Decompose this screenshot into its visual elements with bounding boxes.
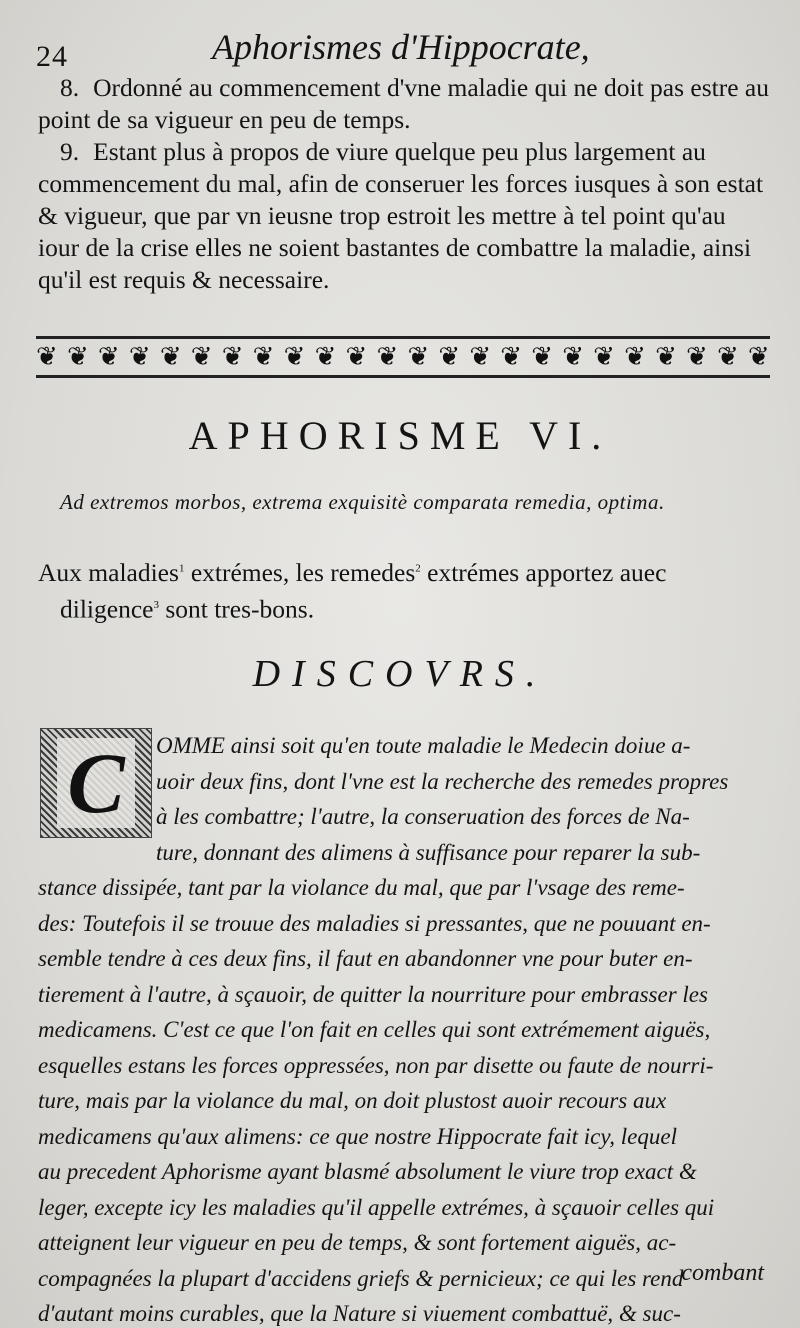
page-number: 24: [36, 40, 68, 73]
fleuron-icon: ❦: [252, 342, 275, 371]
fleuron-icon: ❦: [562, 342, 584, 371]
fleuron-icon: ❦: [128, 342, 151, 371]
discourse-line: d'autant moins curables, que la Nature si viuement combattuë, & suc-: [38, 1301, 681, 1326]
discourse-line: esquelles estans les forces oppressées, non par disette ou faute de nourri-: [38, 1052, 714, 1078]
fleuron-icon: ❦: [624, 342, 646, 371]
discourse-line: compagnées la plupart d'accidens griefs & pernicieux; ce qui les rend: [38, 1265, 684, 1291]
initial-letter: C: [57, 738, 134, 828]
note-marker-3: 3: [153, 598, 159, 611]
fleuron-icon: ❦: [190, 342, 213, 371]
discourse-body: [38, 728, 770, 1328]
catchword: combant: [681, 1260, 764, 1286]
french-line-1: Aux maladies$^1$ extrémes, les remedes$^2$ extrémes apportez auec: [38, 557, 667, 587]
fleuron-icon: ❦: [531, 342, 554, 371]
discourse-line: ture, donnant des alimens à suffisance pour reparer la sub-: [156, 839, 701, 865]
fleuron-icon: ❦: [500, 342, 523, 371]
page-header: [36, 22, 776, 72]
fleuron-icon: ❦: [655, 342, 677, 371]
fleuron-icon: ❦: [314, 342, 337, 371]
fleuron-icon: ❦: [36, 342, 58, 371]
item-text: Estant plus à propos de viure quelque peu plus largement au commencement du mal, afin de conseruer les forces iusques à son estat & vigueur, que par vn ieusne trop estroit les mettre à tel point qu'au iour de la crise elles ne soient bastantes de combattre la maladie, ainsi qu'il est requis & necessaire.: [38, 137, 764, 294]
item-number: 8.: [60, 73, 80, 102]
discourse-line: uoir deux fins, dont l'vne est la recherche des remedes propres: [156, 768, 729, 794]
note-marker-2: 2: [415, 562, 421, 574]
fleuron-icon: ❦: [159, 342, 182, 371]
item-8: [38, 72, 770, 136]
fleuron-icon: ❦: [283, 342, 306, 371]
discourse-line: medicamens. C'est ce que l'on fait en celles qui sont extrémement aiguës,: [38, 1017, 711, 1042]
fleuron-icon: ❦: [438, 342, 461, 371]
discourse-line: atteignent leur vigueur en peu de temps, & sont fortement aiguës, ac-: [38, 1230, 677, 1255]
fleuron-icon: ❦: [593, 342, 615, 371]
fleuron-icon: ❦: [221, 342, 244, 371]
discourse-line: au precedent Aphorisme ayant blasmé absolument le viure trop exact &: [38, 1159, 697, 1184]
fleuron-icon: ❦: [716, 342, 739, 371]
discourse-line: stance dissipée, tant par la violance du mal, que par l'vsage des reme-: [38, 875, 685, 900]
discourse-line: à les combattre; l'autre, la conseruation des forces de Na-: [156, 804, 690, 829]
discourse-line: medicamens qu'aux alimens: ce que nostre Hippocrate fait icy, lequel: [38, 1123, 677, 1149]
fleuron-icon: ❦: [469, 342, 492, 371]
item-9: [38, 136, 770, 296]
fleuron-icon: ❦: [747, 342, 770, 371]
aphorism-title: APHORISME VI.: [188, 413, 612, 458]
discourse-line: semble tendre à ces deux fins, il faut en abandonner vne pour buter en-: [38, 946, 693, 971]
fleuron-icon: ❦: [345, 342, 368, 371]
french-translation: [38, 552, 778, 625]
discourse-line: leger, excepte icy les maladies qu'il appelle extrémes, à sçauoir celles qui: [38, 1194, 715, 1220]
discourse-line: OMME ainsi soit qu'en toute maladie le Medecin doiue a-: [156, 733, 691, 758]
item-number: 9.: [60, 137, 80, 166]
running-title: Aphorismes d'Hippocrate,: [212, 27, 590, 67]
discourse-line: ture, mais par la violance du mal, on doit plustost auoir recours aux: [38, 1088, 667, 1113]
item-text: Ordonné au commencement d'vne maladie qui ne doit pas estre au point de sa vigueur en peu de temps.: [38, 73, 769, 134]
discourse-title: DISCOVRS.: [252, 653, 548, 695]
fleuron-icon: ❦: [686, 342, 708, 371]
fleuron-icon: ❦: [97, 342, 120, 371]
fleuron-icon: ❦: [376, 342, 399, 371]
fleuron-icon: ❦: [66, 342, 89, 371]
note-marker-1: 1: [178, 562, 185, 574]
latin-text: Ad extremos morbos, extrema exquisitè comparata remedia, optima.: [60, 490, 665, 514]
fleuron-icon: ❦: [407, 342, 430, 371]
discourse-line: tierement à l'autre, à sçauoir, de quitter la nourriture pour embrasser les: [38, 981, 708, 1007]
discourse-line: des: Toutefois il se trouue des maladies si pressantes, que ne pouuant en-: [38, 910, 711, 936]
intro-items: [38, 72, 770, 296]
french-line-2: diligence$^3$ sont tres-bons.: [60, 594, 315, 623]
fleuron-ornament-band: [36, 336, 770, 378]
